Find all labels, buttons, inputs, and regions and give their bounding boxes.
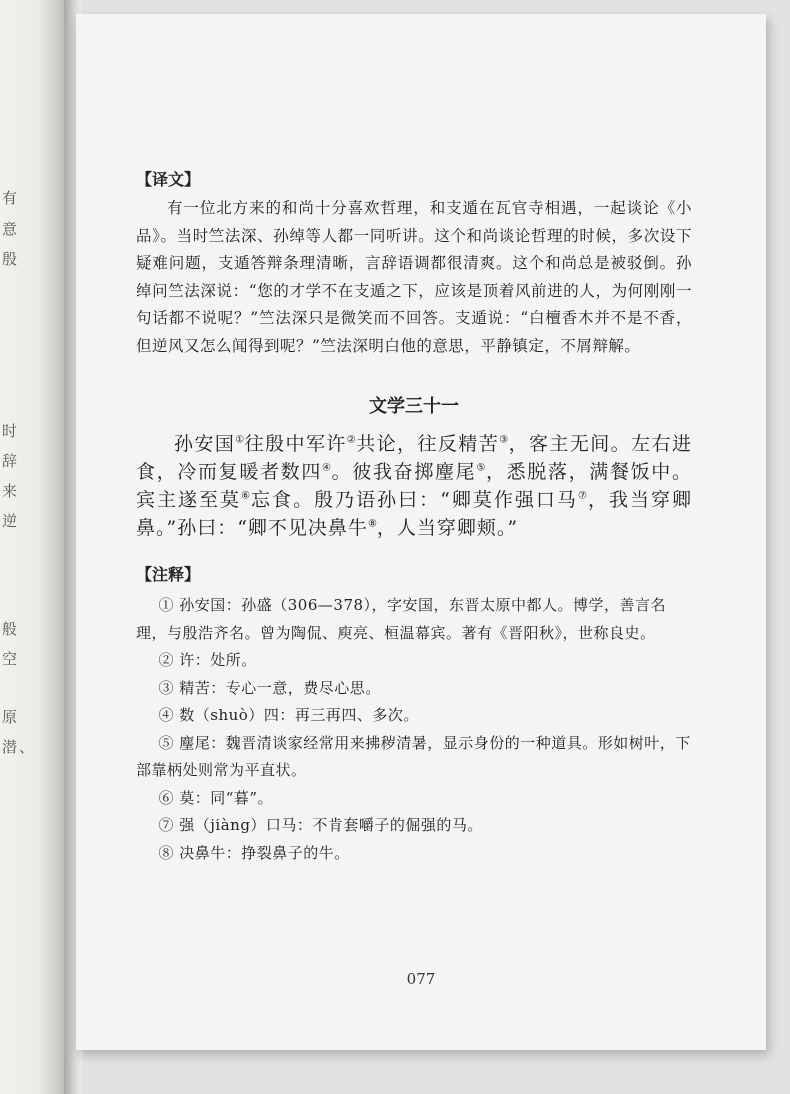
footnote-marker: ⑥	[241, 490, 252, 502]
translation-title: 【译文】	[136, 170, 201, 189]
original-text-segment: 孙安国	[174, 433, 236, 455]
chapter-title: 文学三十一	[369, 396, 459, 417]
original-text	[136, 430, 692, 542]
note-item: ⑧ 决鼻牛：挣裂鼻子的牛。	[158, 843, 350, 862]
left-page-fragment: 潜、	[2, 738, 37, 756]
note-item: ⑦ 强（jiàng）口马：不肯套嚼子的倔强的马。	[158, 816, 483, 834]
page-number: 077	[406, 970, 436, 988]
note-item: ② 许：处所。	[158, 651, 257, 669]
footnote-marker: ⑦	[577, 490, 588, 502]
original-text-segment: ，人当穿卿颊。”	[376, 517, 519, 539]
original-text-segment: ，客主无间。左右进食，冷而复暖者数四	[136, 433, 692, 483]
original-text-segment: ，悉脱落，满餐饭中。宾主遂至莫	[136, 461, 692, 511]
left-page-edge	[0, 0, 70, 1094]
original-text-segment: ，我当穿卿鼻。”孙曰：“卿不见决鼻牛	[136, 489, 692, 539]
footnote-marker: ④	[322, 462, 332, 474]
left-page-fragment: 逆	[2, 512, 20, 530]
note-item: ⑤ 麈尾：魏晋清谈家经常用来拂秽清暑，显示身份的一种道具。形如树叶，下部靠柄处则常为平直状。	[136, 733, 691, 779]
left-page-fragment: 辞	[2, 452, 20, 470]
left-page-fragment: 来	[2, 482, 20, 500]
note-item: ③ 精苦：专心一意，费尽心思。	[158, 678, 381, 697]
footnote-marker: ③	[499, 434, 509, 446]
left-page-fragment: 殷	[2, 250, 20, 268]
notes-list	[136, 592, 692, 867]
original-text-segment: 共论，往反精苦	[356, 433, 500, 455]
footnote-marker: ①	[235, 434, 245, 446]
left-page-fragment: 般	[2, 620, 20, 638]
footnote-marker: ⑤	[476, 462, 486, 474]
footnote-marker: ②	[346, 434, 357, 446]
note-item: ④ 数（shuò）四：再三再四、多次。	[158, 706, 419, 724]
left-page-fragment: 有	[2, 189, 20, 207]
note-item: ⑥ 莫：同“暮”。	[158, 788, 274, 807]
left-page-fragment: 空	[2, 650, 20, 668]
left-page-fragment: 意	[2, 220, 20, 238]
book-page	[76, 14, 766, 1050]
footnote-marker: ⑧	[367, 518, 377, 530]
original-text-segment: 忘食。殷乃语孙曰：“卿莫作强口马	[251, 489, 578, 511]
left-page-fragment: 原	[2, 708, 20, 726]
note-item: ① 孙安国：孙盛（306—378），字安国，东晋太原中都人。博学，善言名理，与殷浩齐名。曾为陶侃、庾亮、桓温幕宾。著有《晋阳秋》，世称良史。	[136, 596, 667, 642]
notes-title: 【注释】	[136, 565, 201, 584]
page-content	[136, 165, 692, 867]
left-page-fragment: 时	[2, 422, 20, 440]
original-text-segment: 往殷中军许	[244, 433, 347, 455]
original-text-segment: 。彼我奋掷麈尾	[331, 461, 477, 483]
translation-paragraph: 有一位北方来的和尚十分喜欢哲理，和支遁在瓦官寺相遇，一起谈论《小品》。当时竺法深、孙绰等人都一同听讲。这个和尚谈论哲理的时候，多次设下疑难问题，支遁答辩条理清晰，言辞语调都很清爽。这个和尚总是被驳倒。孙绰问竺法深说：“您的才学不在支遁之下，应该是顶着风前进的人，为何刚刚一句话都不说呢？”竺法深只是微笑而不回答。支遁说：“白檀香木并不是不香，但逆风又怎么闻得到呢？”竺法深明白他的意思，平静镇定，不屑辩解。	[136, 199, 692, 355]
